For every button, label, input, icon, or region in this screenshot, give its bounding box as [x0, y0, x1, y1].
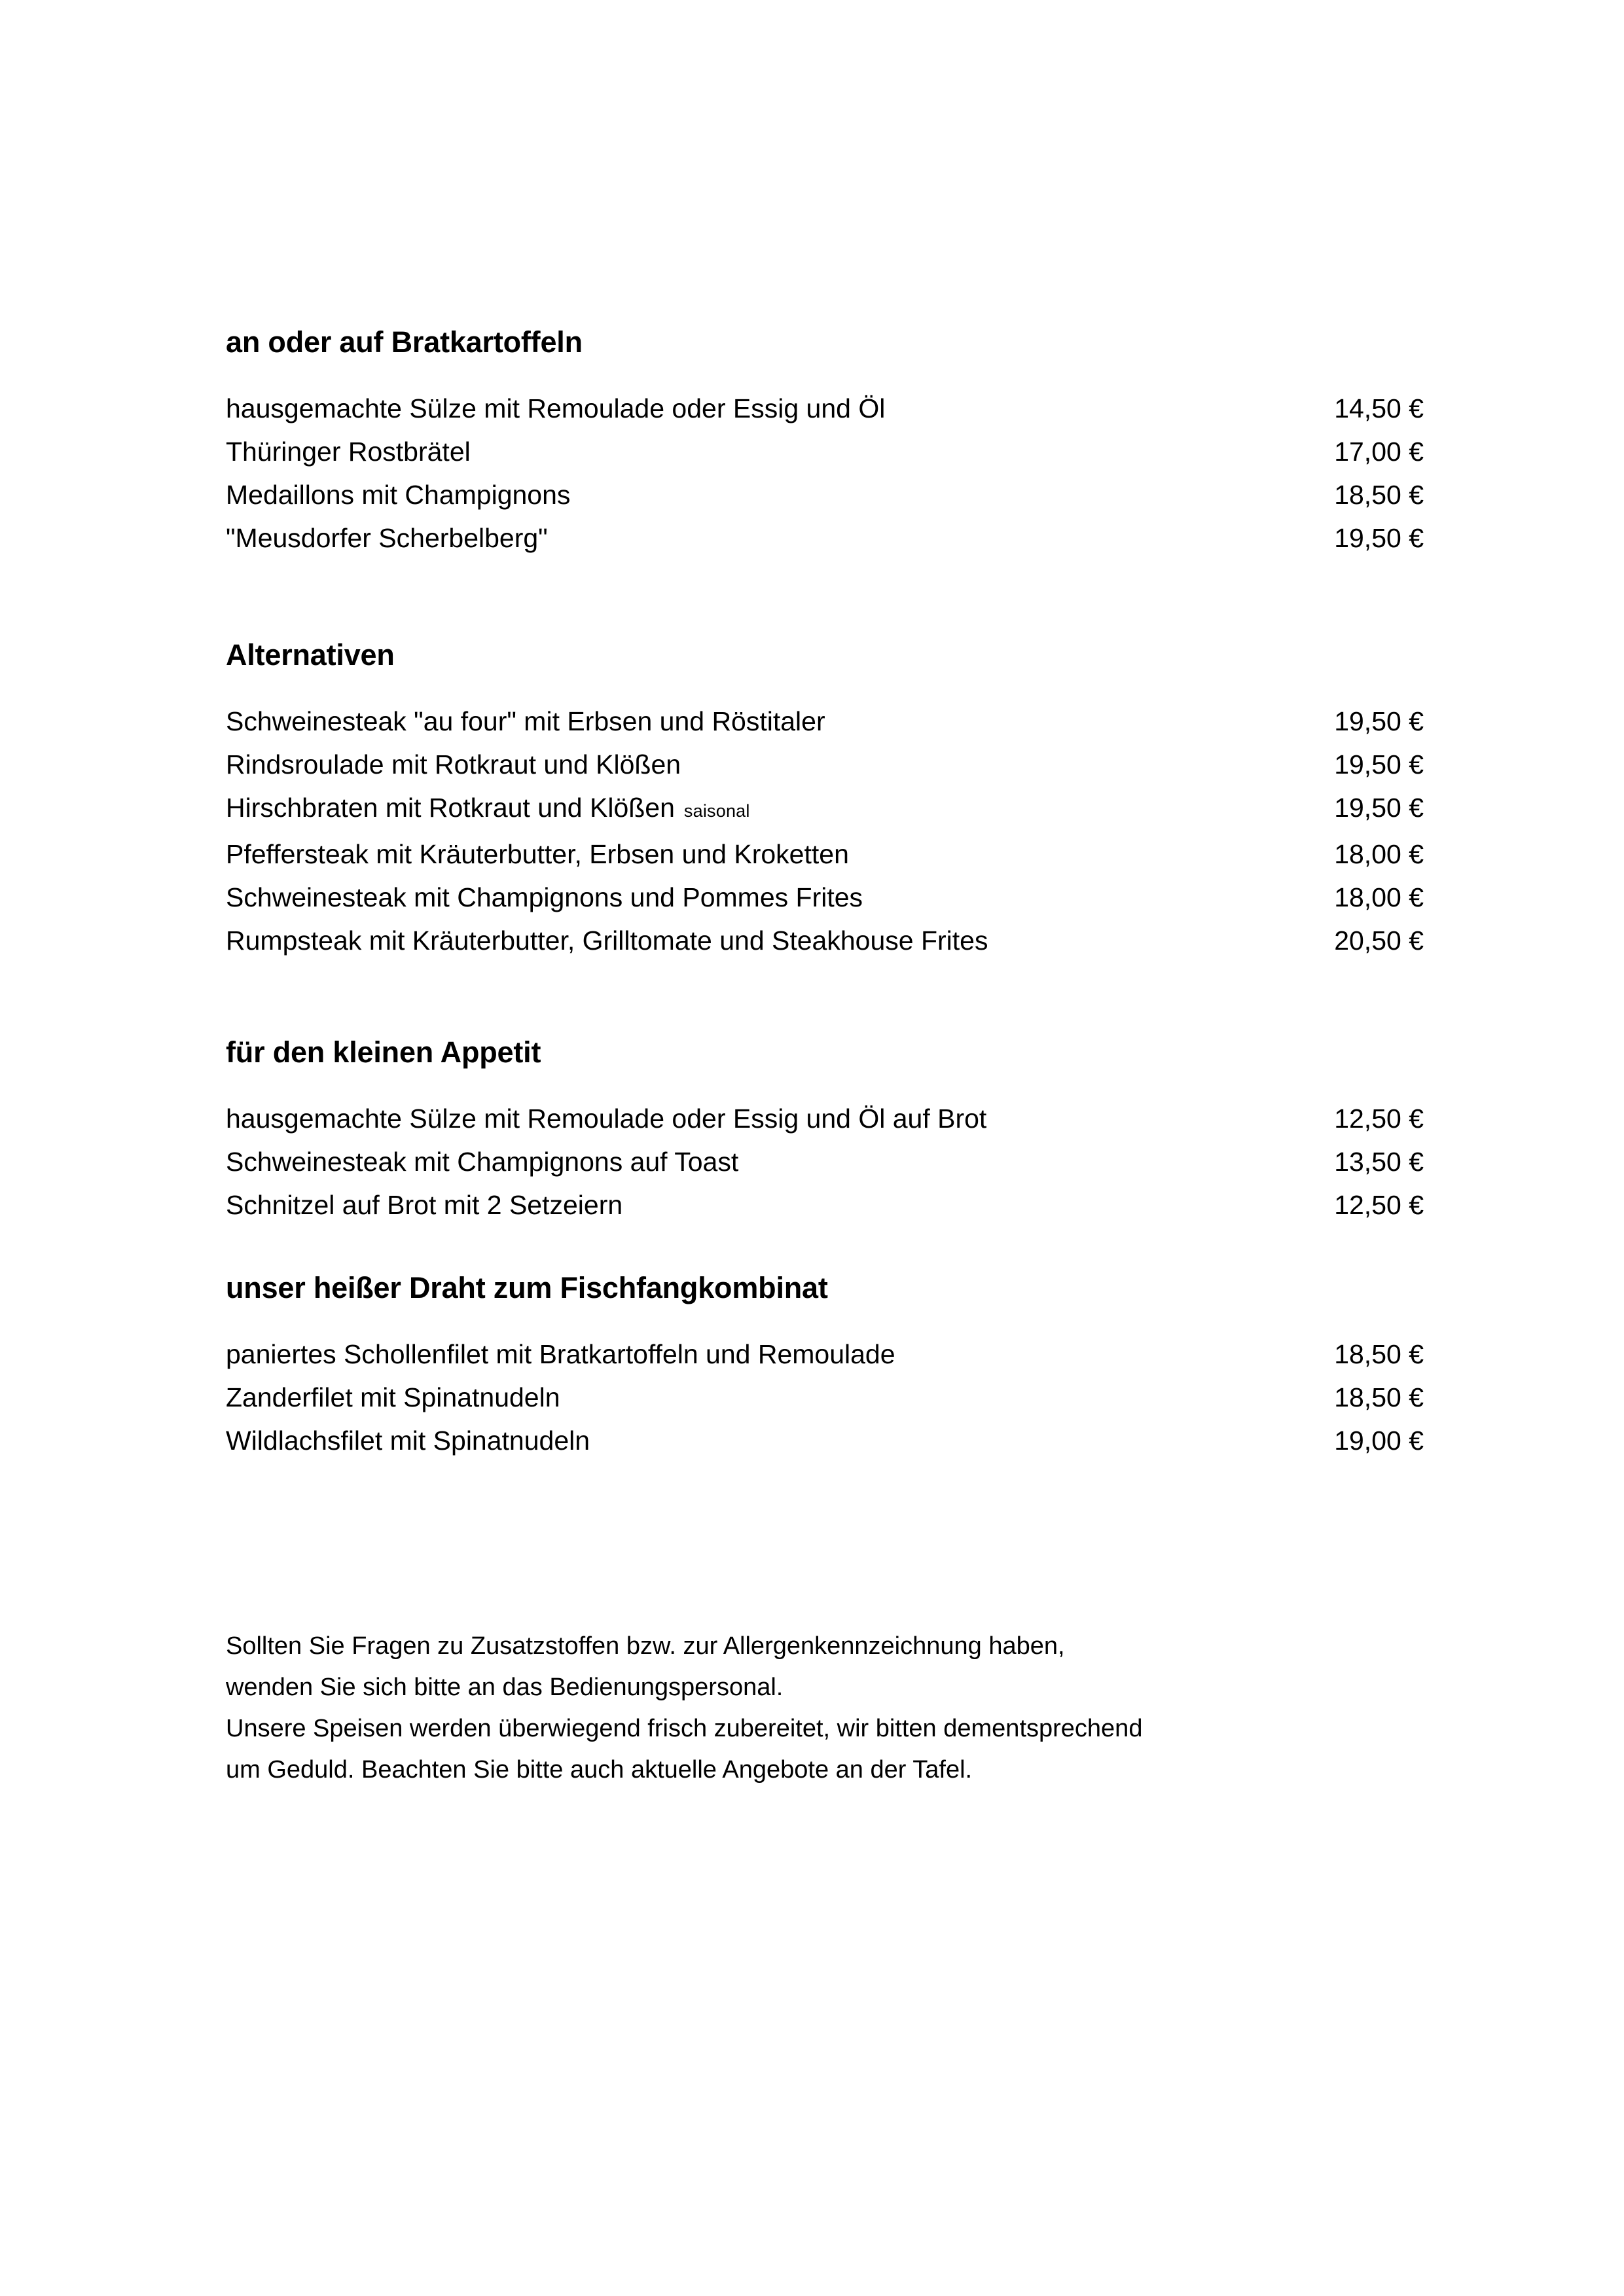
menu-item-name: "Meusdorfer Scherbelberg" [226, 523, 548, 553]
menu-item-list [226, 1333, 1424, 1462]
menu-item-price: 17,00 € [1334, 437, 1424, 467]
menu-item-price: 12,50 € [1334, 1190, 1424, 1220]
menu-item-name: paniertes Schollenfilet mit Bratkartoffeln und Remoulade [226, 1339, 895, 1369]
menu-item-row [226, 833, 1424, 876]
menu-item-name: Schweinesteak mit Champignons und Pommes Frites [226, 882, 863, 912]
menu-content [226, 327, 1424, 1791]
menu-item-price: 18,50 € [1334, 1339, 1424, 1369]
menu-item-row [226, 473, 1424, 516]
menu-item-row [226, 1333, 1424, 1376]
section-heading: für den kleinen Appetit [226, 1035, 541, 1069]
section-heading: an oder auf Bratkartoffeln [226, 325, 583, 359]
menu-item-price: 19,50 € [1334, 749, 1424, 780]
menu-section-bratkartoffeln [226, 327, 1424, 560]
menu-item-name: Rumpsteak mit Kräuterbutter, Grilltomate und Steakhouse Frites [226, 925, 988, 956]
menu-item-row [226, 700, 1424, 743]
section-heading: Alternativen [226, 638, 395, 672]
menu-item-row [226, 743, 1424, 786]
section-spacer [226, 1227, 1424, 1273]
menu-section-kleiner-appetit [226, 1037, 1424, 1227]
menu-item-price: 12,50 € [1334, 1103, 1424, 1134]
allergen-note-line: Unsere Speisen werden überwiegend frisch zubereitet, wir bitten dementsprechend [226, 1715, 1143, 1742]
menu-item-name: hausgemachte Sülze mit Remoulade oder Essig und Öl [226, 393, 886, 423]
menu-item-name: Zanderfilet mit Spinatnudeln [226, 1382, 560, 1412]
menu-item-name: Wildlachsfilet mit Spinatnudeln [226, 1426, 590, 1456]
menu-item-row [226, 516, 1424, 560]
menu-item-name: Rindsroulade mit Rotkraut und Klößen [226, 749, 681, 780]
menu-item-price: 18,00 € [1334, 882, 1424, 912]
section-spacer [226, 962, 1424, 1037]
menu-item-row [226, 1419, 1424, 1462]
allergen-note-line: wenden Sie sich bitte an das Bedienungspersonal. [226, 1674, 784, 1701]
menu-item-row [226, 430, 1424, 473]
menu-item-price: 13,50 € [1334, 1147, 1424, 1177]
menu-item-name: Schnitzel auf Brot mit 2 Setzeiern [226, 1190, 623, 1220]
menu-item-note: saisonal [683, 801, 750, 821]
menu-item-name: Schweinesteak "au four" mit Erbsen und Röstitaler [226, 706, 825, 736]
menu-item-price: 19,50 € [1334, 793, 1424, 823]
section-heading: unser heißer Draht zum Fischfangkombinat [226, 1271, 828, 1304]
menu-item-name: Schweinesteak mit Champignons auf Toast [226, 1147, 739, 1177]
menu-item-row [226, 919, 1424, 962]
menu-item-row [226, 1376, 1424, 1419]
menu-item-price: 18,50 € [1334, 1382, 1424, 1412]
menu-item-row [226, 1097, 1424, 1140]
menu-item-price: 19,50 € [1334, 706, 1424, 736]
menu-section-fischfangkombinat [226, 1273, 1424, 1462]
menu-item-price: 19,00 € [1334, 1426, 1424, 1456]
allergen-note [226, 1626, 1424, 1791]
menu-item-list [226, 700, 1424, 962]
menu-section-alternativen [226, 640, 1424, 962]
menu-item-price: 14,50 € [1334, 393, 1424, 423]
allergen-note-line: um Geduld. Beachten Sie bitte auch aktuelle Angebote an der Tafel. [226, 1756, 973, 1784]
menu-item-name: Pfeffersteak mit Kräuterbutter, Erbsen und Kroketten [226, 839, 849, 869]
menu-item-name: Medaillons mit Champignons [226, 480, 571, 510]
allergen-note-line: Sollten Sie Fragen zu Zusatzstoffen bzw. zur Allergenkennzeichnung haben, [226, 1632, 1065, 1660]
menu-item-price: 19,50 € [1334, 523, 1424, 553]
menu-item-price: 18,50 € [1334, 480, 1424, 510]
menu-item-price: 20,50 € [1334, 925, 1424, 956]
menu-item-row [226, 786, 1424, 833]
menu-item-name: hausgemachte Sülze mit Remoulade oder Essig und Öl auf Brot [226, 1103, 987, 1134]
menu-item-row [226, 387, 1424, 430]
menu-item-list [226, 387, 1424, 560]
section-spacer [226, 560, 1424, 640]
menu-item-list [226, 1097, 1424, 1227]
menu-item-name: Thüringer Rostbrätel [226, 437, 471, 467]
menu-item-row [226, 876, 1424, 919]
menu-item-row [226, 1140, 1424, 1183]
footer-spacer [226, 1462, 1424, 1626]
menu-item-name [226, 786, 750, 833]
menu-item-price: 18,00 € [1334, 839, 1424, 869]
menu-item-row [226, 1183, 1424, 1227]
menu-item-label: Hirschbraten mit Rotkraut und Klößen [226, 793, 675, 823]
